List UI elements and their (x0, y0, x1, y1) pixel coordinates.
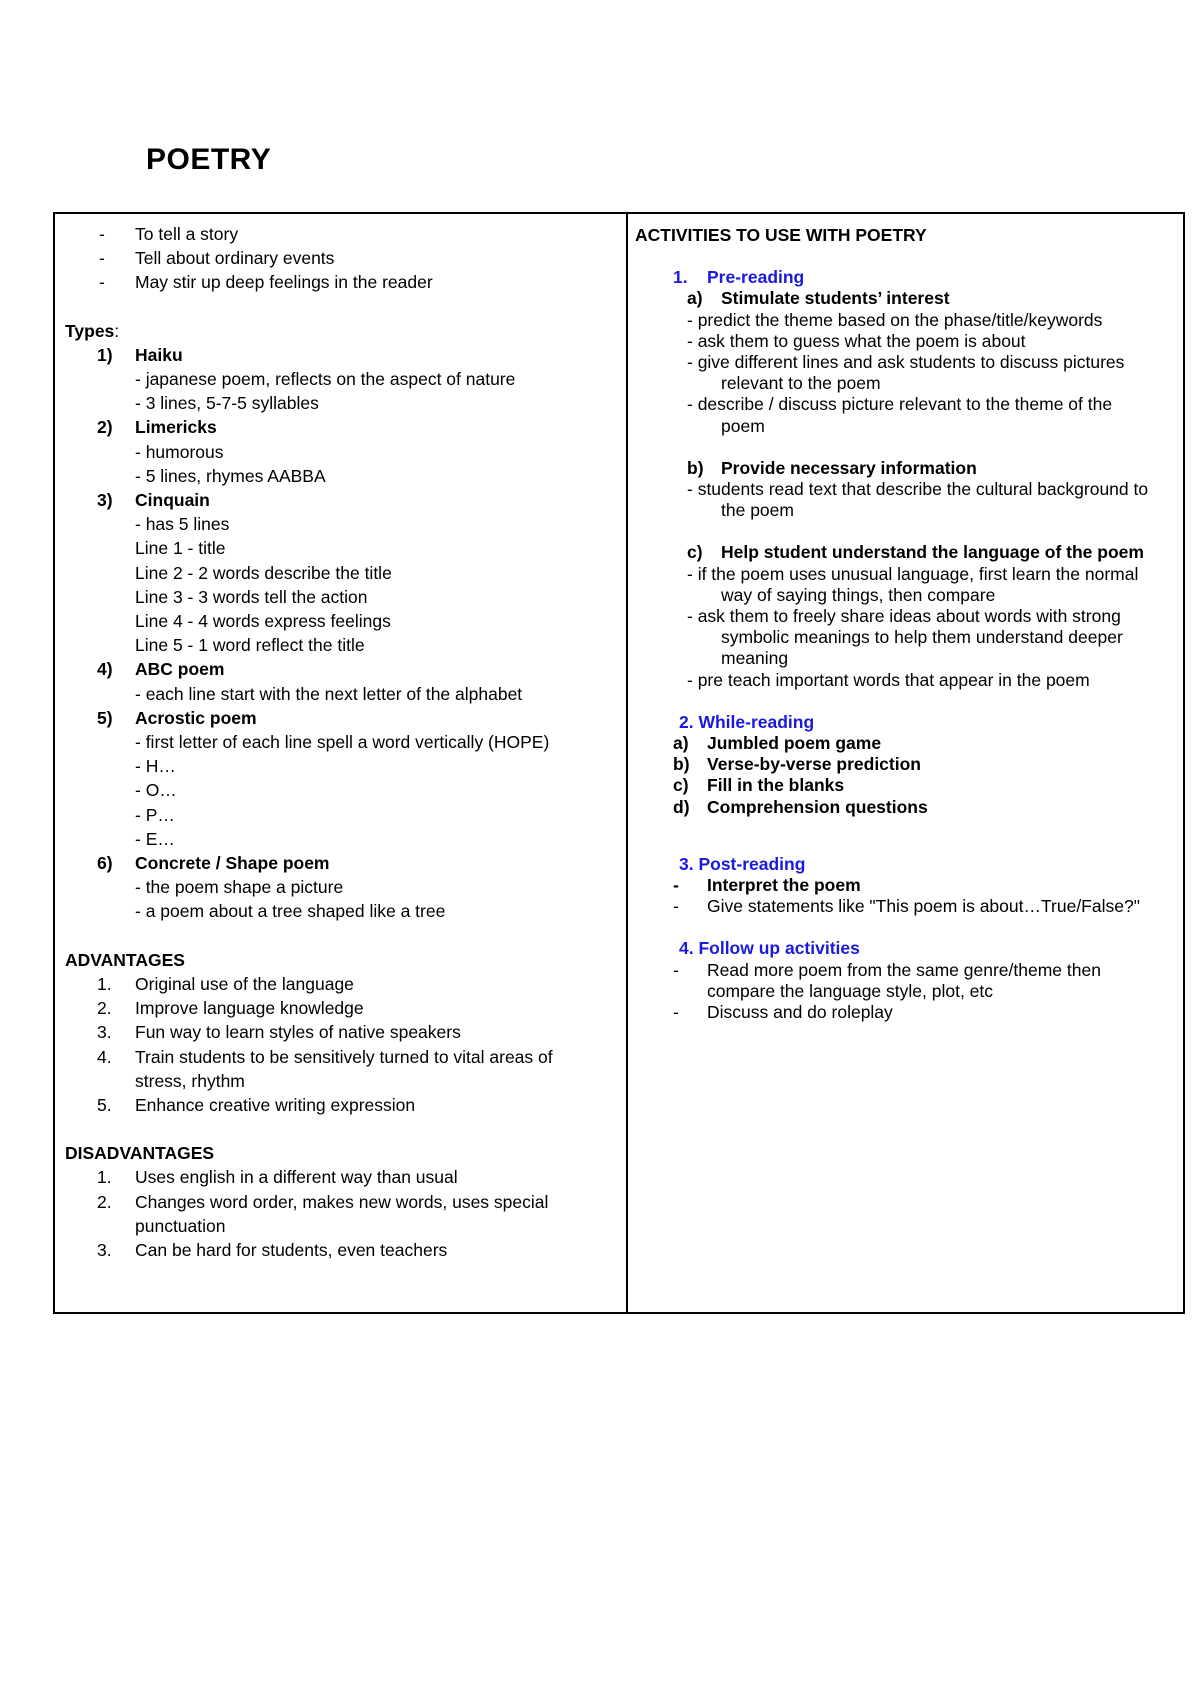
advantages-heading: ADVANTAGES (65, 949, 185, 970)
type-heading: 3) Cinquain (97, 490, 210, 511)
type-detail: - O… (135, 780, 177, 801)
pre-reading-subheading: a) Stimulate students’ interest (687, 288, 950, 309)
type-heading: 4) ABC poem (97, 659, 225, 680)
pre-reading-c (635, 542, 1175, 690)
type-detail: - the poem shape a picture (135, 877, 344, 898)
type-detail: - has 5 lines (135, 514, 230, 535)
advantage-item: stress, rhythm (135, 1070, 245, 1091)
follow-up-item: compare the language style, plot, etc (707, 980, 994, 1001)
pre-reading-item: - ask them to freely share ideas about words with strong (687, 606, 1121, 627)
pre-reading-item: symbolic meanings to help them understand deeper (721, 627, 1123, 648)
type-detail: - japanese poem, reflects on the aspect of nature (135, 369, 516, 390)
pre-reading-item: - predict the theme based on the phase/title/keywords (687, 309, 1103, 330)
pre-reading-item: - give different lines and ask students to discuss pictures (687, 352, 1125, 373)
post-reading-heading: 3. Post-reading (679, 853, 806, 874)
intro-list (65, 222, 621, 295)
page-title: POETRY (146, 143, 272, 176)
disadvantages-list (65, 1165, 621, 1262)
pre-reading-item: way of saying things, then compare (721, 584, 996, 605)
right-column (635, 214, 1175, 1023)
follow-up-heading: 4. Follow up activities (679, 938, 860, 959)
disadvantage-item: 1. Uses english in a different way than usual (97, 1167, 458, 1188)
follow-up-item: - Discuss and do roleplay (673, 1002, 893, 1023)
type-detail: Line 4 - 4 words express feelings (135, 611, 391, 632)
pre-reading-item: poem (721, 415, 765, 436)
pre-reading-item: relevant to the poem (721, 373, 881, 394)
type-detail: - H… (135, 756, 176, 777)
type-heading: 5) Acrostic poem (97, 707, 257, 728)
pre-reading-subheading: b) Provide necessary information (687, 457, 977, 478)
activities-heading: ACTIVITIES TO USE WITH POETRY (635, 225, 927, 245)
advantage-item: 3. Fun way to learn styles of native speakers (97, 1022, 461, 1043)
type-heading: 1) Haiku (97, 344, 183, 365)
follow-up-item: - Read more poem from the same genre/theme then (673, 959, 1101, 980)
intro-item: - Tell about ordinary events (99, 248, 335, 269)
pre-reading-item: - if the poem uses unusual language, first learn the normal (687, 563, 1139, 584)
while-reading-list (635, 733, 1175, 818)
left-column (65, 214, 621, 1262)
type-detail: Line 5 - 1 word reflect the title (135, 635, 365, 656)
pre-reading-item: - pre teach important words that appear in the poem (687, 669, 1090, 690)
pre-reading-b (635, 458, 1175, 522)
type-detail: Line 1 - title (135, 538, 226, 559)
types-label: Types: (65, 320, 120, 341)
type-detail: Line 3 - 3 words tell the action (135, 586, 368, 607)
disadvantage-item: 3. Can be hard for students, even teachers (97, 1239, 448, 1260)
type-detail: Line 2 - 2 words describe the title (135, 562, 392, 583)
pre-reading-subheading: c) Help student understand the language of the poem (687, 542, 1144, 563)
type-detail: - first letter of each line spell a word vertically (HOPE) (135, 732, 550, 753)
type-detail: - each line start with the next letter of the alphabet (135, 683, 523, 704)
pre-reading-item: - students read text that describe the cultural background to (687, 479, 1149, 500)
type-detail: - 3 lines, 5-7-5 syllables (135, 393, 319, 414)
disadvantage-item: 2. Changes word order, makes new words, uses special (97, 1191, 549, 1212)
post-reading-list (635, 875, 1175, 917)
advantage-item: 2. Improve language knowledge (97, 998, 364, 1019)
pre-reading-a (635, 288, 1175, 436)
type-detail: - 5 lines, rhymes AABBA (135, 465, 326, 486)
type-heading: 2) Limericks (97, 417, 217, 438)
intro-item: - To tell a story (99, 224, 239, 244)
advantages-list (65, 972, 621, 1117)
post-reading-item: - Interpret the poem (673, 875, 861, 896)
while-reading-item: a) Jumbled poem game (673, 733, 882, 754)
advantage-item: 1. Original use of the language (97, 973, 354, 994)
pre-reading-item: the poem (721, 500, 794, 521)
pre-reading-heading: 1. Pre-reading (673, 267, 805, 288)
while-reading-item: d) Comprehension questions (673, 796, 928, 817)
while-reading-heading: 2. While-reading (679, 711, 815, 732)
disadvantages-heading: DISADVANTAGES (65, 1143, 215, 1164)
type-detail: - a poem about a tree shaped like a tree (135, 901, 446, 922)
pre-reading-item: - ask them to guess what the poem is about (687, 330, 1026, 351)
type-heading: 6) Concrete / Shape poem (97, 853, 330, 874)
follow-up-list (635, 960, 1175, 1024)
while-reading-item: c) Fill in the blanks (673, 775, 845, 796)
types-list (65, 343, 621, 924)
pre-reading-item: meaning (721, 648, 789, 669)
advantage-item: 5. Enhance creative writing expression (97, 1094, 416, 1115)
type-detail: - E… (135, 828, 175, 849)
intro-item: - May stir up deep feelings in the reader (99, 272, 433, 293)
content-table (53, 212, 1185, 1314)
type-detail: - P… (135, 804, 175, 825)
advantage-item: 4. Train students to be sensitively turned to vital areas of (97, 1046, 553, 1067)
column-divider (626, 214, 628, 1312)
post-reading-item: - Give statements like "This poem is about…True/False?" (673, 896, 1140, 917)
disadvantage-item: punctuation (135, 1215, 226, 1236)
type-detail: - humorous (135, 441, 224, 462)
pre-reading-item: - describe / discuss picture relevant to the theme of the (687, 394, 1113, 415)
while-reading-item: b) Verse-by-verse prediction (673, 754, 921, 775)
